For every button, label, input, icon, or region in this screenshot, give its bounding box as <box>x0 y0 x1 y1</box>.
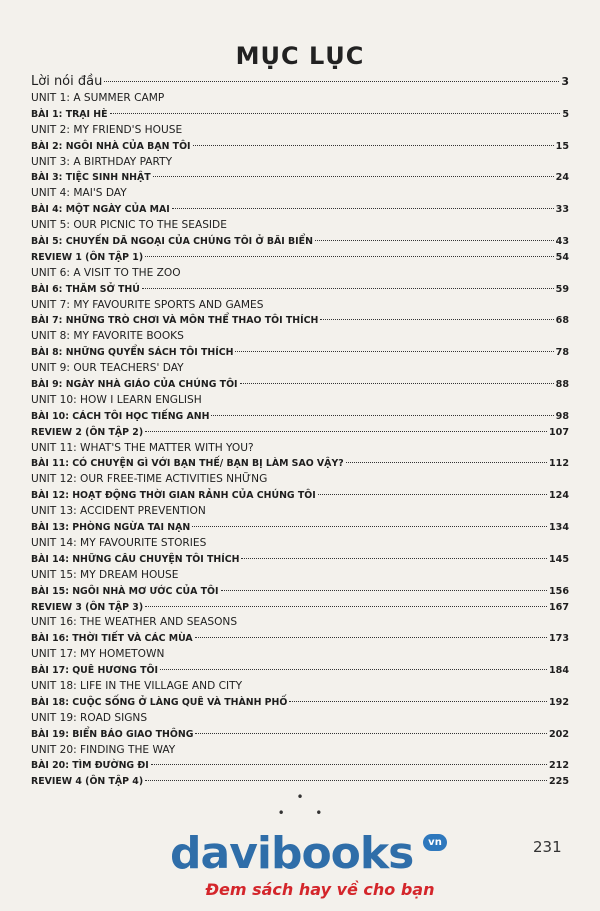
toc-row-unit-label: UNIT 4: MAI'S DAY <box>31 187 127 200</box>
toc-row-lesson-label: BÀI 16: THỜI TIẾT VÀ CÁC MÙA <box>31 633 193 645</box>
toc-row-review-label: REVIEW 2 (ÔN TẬP 2) <box>31 426 144 438</box>
toc-row-unit <box>31 298 569 314</box>
dot-leader <box>145 256 554 257</box>
toc-page-number: 124 <box>548 490 569 502</box>
dot-leader <box>289 701 547 702</box>
toc-row-lesson-label: BÀI 10: CÁCH TÔI HỌC TIẾNG ANH <box>31 410 210 422</box>
toc-row-lesson-label: BÀI 18: CUỘC SỐNG Ở LÀNG QUÊ VÀ THÀNH PHỐ <box>31 696 288 708</box>
toc-row-unit <box>31 441 569 457</box>
toc-row-lesson-label: BÀI 13: PHÒNG NGỪA TAI NẠN <box>31 522 191 534</box>
toc-row-unit <box>31 123 569 139</box>
dot-leader <box>235 351 553 352</box>
page-number: 231 <box>533 838 562 856</box>
dot-leader <box>145 780 547 781</box>
toc-row-intro[interactable] <box>31 72 569 91</box>
toc-page-number: 78 <box>555 347 569 359</box>
toc-row-lesson[interactable] <box>31 758 569 774</box>
toc-row-lesson-label: BÀI 11: CÓ CHUYỆN GÌ VỚI BẠN THẾ/ BẠN BỊ LÀM SAO VẬY? <box>31 458 344 470</box>
toc-row-lesson-label: BÀI 20: TÌM ĐƯỜNG ĐI <box>31 760 149 772</box>
dot-leader <box>153 176 554 177</box>
toc-row-unit-label: UNIT 11: WHAT'S THE MATTER WITH YOU? <box>31 441 254 454</box>
toc-row-lesson-label: BÀI 19: BIỂN BÁO GIAO THÔNG <box>31 728 194 740</box>
toc-row-lesson[interactable] <box>31 170 569 186</box>
toc-row-lesson-label: BÀI 8: NHỮNG QUYỂN SÁCH TÔI THÍCH <box>31 347 234 359</box>
toc-row-lesson[interactable] <box>31 695 569 711</box>
toc-row-lesson[interactable] <box>31 234 569 250</box>
toc-row-unit <box>31 568 569 584</box>
toc-row-unit <box>31 536 569 552</box>
toc-row-lesson[interactable] <box>31 202 569 218</box>
toc-page-number: 145 <box>548 553 569 565</box>
dot-leader <box>160 669 547 670</box>
toc-row-unit-label: UNIT 8: MY FAVORITE BOOKS <box>31 330 184 343</box>
toc-row-unit-label: UNIT 18: LIFE IN THE VILLAGE AND CITY <box>31 679 243 692</box>
toc-row-unit <box>31 91 569 107</box>
toc-row-unit <box>31 218 569 234</box>
toc-row-unit-label: UNIT 13: ACCIDENT PREVENTION <box>31 505 206 518</box>
toc-page-number: 225 <box>548 776 569 788</box>
toc-row-unit <box>31 361 569 377</box>
dot-leader <box>172 208 554 209</box>
toc-row-unit-label: UNIT 14: MY FAVOURITE STORIES <box>31 536 207 549</box>
toc-row-lesson-label: BÀI 15: NGÔI NHÀ MƠ ƯỚC CỦA TÔI <box>31 585 219 597</box>
toc-row-unit-label: UNIT 5: OUR PICNIC TO THE SEASIDE <box>31 219 227 232</box>
toc-row-unit-label: UNIT 19: ROAD SIGNS <box>31 711 148 724</box>
toc-page-number: 173 <box>548 633 569 645</box>
dot-leader <box>240 383 554 384</box>
dot-leader <box>211 415 553 416</box>
toc-page-number: 167 <box>548 601 569 613</box>
logo-text-part1: davi <box>170 828 271 879</box>
toc-page-number: 112 <box>548 458 569 470</box>
dot-leader <box>145 606 547 607</box>
toc-row-unit <box>31 647 569 663</box>
toc-row-lesson-label: BÀI 5: CHUYẾN DÃ NGOẠI CỦA CHÚNG TÔI Ở BÃI BIỂN <box>31 236 313 248</box>
toc-page-number: 5 <box>562 108 569 120</box>
toc-row-lesson-label: BÀI 3: TIỆC SINH NHẬT <box>31 172 151 184</box>
toc-page-number: 24 <box>555 172 569 184</box>
toc-row-lesson-label: BÀI 2: NGÔI NHÀ CỦA BẠN TÔI <box>31 140 191 152</box>
toc-row-lesson[interactable] <box>31 377 569 393</box>
toc-row-lesson[interactable] <box>31 552 569 568</box>
toc-page-number: 88 <box>555 379 569 391</box>
toc-row-review-label: REVIEW 1 (ÔN TẬP 1) <box>31 251 144 263</box>
decorative-dot: • <box>296 790 304 804</box>
toc-page-number: 15 <box>555 140 569 152</box>
toc-page-number: 184 <box>548 665 569 677</box>
toc-row-lesson-label: BÀI 7: NHỮNG TRÒ CHƠI VÀ MÔN THỂ THAO TÔI THÍCH <box>31 315 319 327</box>
toc-row-lesson-label: BÀI 4: MỘT NGÀY CỦA MAI <box>31 204 170 216</box>
toc-page-number: 107 <box>548 426 569 438</box>
toc-row-lesson[interactable] <box>31 727 569 743</box>
toc-row-lesson-label: BÀI 14: NHỮNG CÂU CHUYỆN TÔI THÍCH <box>31 553 240 565</box>
dot-leader <box>318 494 547 495</box>
toc-row-lesson[interactable] <box>31 345 569 361</box>
toc-row-unit <box>31 155 569 171</box>
toc-page-number: 54 <box>555 251 569 263</box>
dot-leader <box>346 462 547 463</box>
dot-leader <box>110 113 561 114</box>
toc-page-number: 98 <box>555 410 569 422</box>
toc-row-unit <box>31 329 569 345</box>
toc-row-lesson[interactable] <box>31 313 569 329</box>
toc-row-unit <box>31 711 569 727</box>
dot-leader <box>145 431 547 432</box>
toc-page-number: 43 <box>555 236 569 248</box>
davibooks-logo[interactable] <box>170 828 413 879</box>
dot-leader <box>142 288 554 289</box>
toc-page-number: 3 <box>561 75 569 88</box>
toc-intro-label: Lời nói đầu <box>31 74 103 89</box>
toc-page-number: 33 <box>555 204 569 216</box>
toc-page-number: 59 <box>555 283 569 295</box>
toc-row-unit <box>31 743 569 759</box>
toc-row-lesson[interactable] <box>31 282 569 298</box>
toc-row-unit-label: UNIT 17: MY HOMETOWN <box>31 648 165 661</box>
toc-page-number: 68 <box>555 315 569 327</box>
vn-badge: vn <box>423 834 447 851</box>
dot-leader <box>192 526 547 527</box>
toc-page-number: 134 <box>548 522 569 534</box>
toc-row-unit <box>31 679 569 695</box>
logo-text-part2: books <box>270 828 414 879</box>
toc-row-lesson[interactable] <box>31 584 569 600</box>
toc-row-review[interactable] <box>31 425 569 441</box>
decorative-dot: • • <box>277 806 323 820</box>
toc-row-unit-label: UNIT 12: OUR FREE-TIME ACTIVITIES NHỮNG <box>31 473 268 486</box>
toc-row-lesson-label: BÀI 1: TRẠI HÈ <box>31 108 108 120</box>
toc-row-unit-label: UNIT 7: MY FAVOURITE SPORTS AND GAMES <box>31 298 264 311</box>
dot-leader <box>241 558 546 559</box>
toc-row-lesson-label: BÀI 17: QUÊ HƯƠNG TÔI <box>31 665 158 677</box>
page-title: MỤC LỤC <box>235 42 365 70</box>
toc-row-unit-label: UNIT 16: THE WEATHER AND SEASONS <box>31 616 238 629</box>
dot-leader <box>151 764 547 765</box>
toc-row-review-label: REVIEW 3 (ÔN TẬP 3) <box>31 601 144 613</box>
toc-row-lesson-label: BÀI 9: NGÀY NHÀ GIÁO CỦA CHÚNG TÔI <box>31 379 238 391</box>
toc-row-unit-label: UNIT 20: FINDING THE WAY <box>31 743 176 756</box>
toc-row-review-label: REVIEW 4 (ÔN TẬP 4) <box>31 776 144 788</box>
toc-row-lesson[interactable] <box>31 409 569 425</box>
toc-row-lesson[interactable] <box>31 520 569 536</box>
toc-row-unit <box>31 504 569 520</box>
toc-row-unit <box>31 615 569 631</box>
toc-row-unit-label: UNIT 10: HOW I LEARN ENGLISH <box>31 393 202 406</box>
table-of-contents <box>31 72 569 790</box>
toc-row-unit <box>31 472 569 488</box>
dot-leader <box>315 240 554 241</box>
toc-row-lesson-label: BÀI 12: HOẠT ĐỘNG THỜI GIAN RẢNH CỦA CHÚNG TÔI <box>31 490 316 502</box>
toc-page-number: 212 <box>548 760 569 772</box>
toc-row-review[interactable] <box>31 250 569 266</box>
toc-row-unit <box>31 266 569 282</box>
toc-row-review[interactable] <box>31 774 569 790</box>
toc-row-lesson[interactable] <box>31 139 569 155</box>
dot-leader <box>104 81 559 82</box>
toc-row-unit-label: UNIT 6: A VISIT TO THE ZOO <box>31 266 181 279</box>
toc-page-number: 202 <box>548 728 569 740</box>
toc-row-lesson[interactable] <box>31 663 569 679</box>
toc-row-unit-label: UNIT 9: OUR TEACHERS' DAY <box>31 362 184 375</box>
toc-row-lesson[interactable] <box>31 107 569 123</box>
dot-leader <box>193 145 554 146</box>
dot-leader <box>195 637 547 638</box>
toc-row-lesson[interactable] <box>31 631 569 647</box>
brand-slogan: Đem sách hay về cho bạn <box>205 880 435 899</box>
toc-row-unit-label: UNIT 3: A BIRTHDAY PARTY <box>31 155 173 168</box>
toc-row-lesson[interactable] <box>31 456 569 472</box>
toc-row-unit-label: UNIT 2: MY FRIEND'S HOUSE <box>31 123 183 136</box>
toc-page-number: 156 <box>548 585 569 597</box>
toc-row-unit <box>31 393 569 409</box>
dot-leader <box>221 590 547 591</box>
toc-row-review[interactable] <box>31 600 569 616</box>
toc-row-lesson[interactable] <box>31 488 569 504</box>
toc-row-unit-label: UNIT 1: A SUMMER CAMP <box>31 92 165 104</box>
toc-row-unit <box>31 186 569 202</box>
toc-row-lesson-label: BÀI 6: THĂM SỞ THÚ <box>31 283 140 295</box>
dot-leader <box>195 733 547 734</box>
toc-page-number: 192 <box>548 696 569 708</box>
toc-row-unit-label: UNIT 15: MY DREAM HOUSE <box>31 568 179 581</box>
dot-leader <box>320 319 553 320</box>
